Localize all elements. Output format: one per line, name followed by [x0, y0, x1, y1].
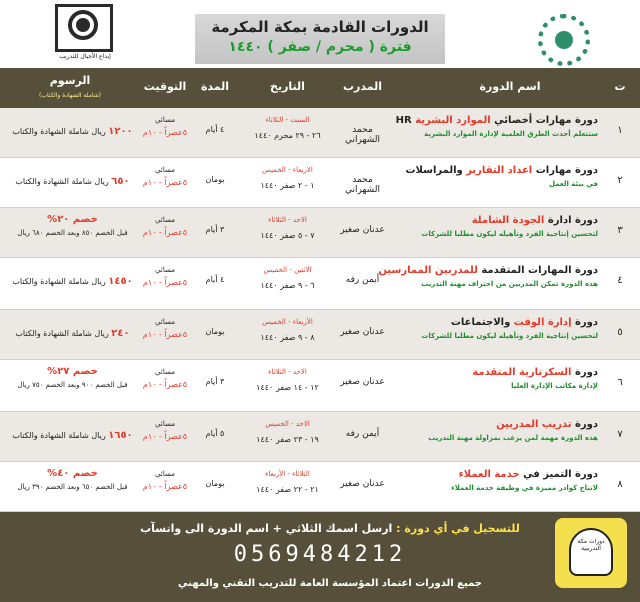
course-name-highlight: للمدربين الممارسين [378, 265, 478, 276]
course-name-highlight: السكرتارية المتقدمة [472, 367, 572, 378]
timing-hours: ٥عصراً - ١٠م [142, 178, 188, 187]
course-name [395, 115, 598, 126]
col-trainer: المدرب [342, 80, 382, 93]
date-range: ٦ - ٩ صفر ١٤٤٠ [260, 281, 315, 290]
whatsapp-phone[interactable]: 0569484212 [233, 542, 407, 567]
course-description: لإدارة مكاتب الإدارة العليا [511, 382, 598, 390]
course-name-highlight: تدريب المدربين [496, 419, 572, 430]
course-description: لتحسين إنتاجية الفرد وتأهيله ليكون مطلبا للشركات [421, 230, 598, 238]
date-range: ٧ - ٥ صفر ١٤٤٠ [260, 231, 315, 240]
course-cell [378, 265, 598, 288]
course-name [398, 367, 598, 378]
fee-amount: ٦٥٠ [111, 176, 130, 187]
fee-cell [10, 176, 135, 187]
table-header [0, 68, 640, 108]
snapchat-code[interactable] [555, 518, 627, 588]
fee-amount: ١٤٥٠ [108, 276, 133, 287]
col-fees: الرسوم [49, 74, 91, 87]
trainer-name: أيمن رفه [345, 429, 380, 439]
timing-cell [135, 368, 195, 389]
timing-hours: ٥عصراً - ١٠م [142, 128, 188, 137]
registration-text: ارسل اسمك الثلاثي + اسم الدورة الى واتسآب [140, 522, 393, 535]
training-logo [55, 4, 113, 62]
course-name-highlight: الجودة الشاملة [471, 215, 545, 226]
course-cell [398, 165, 598, 188]
duration: ٤ أيام [205, 275, 225, 284]
row-number: ١ [617, 125, 623, 136]
course-name-pre: دورة [571, 419, 598, 430]
discount-detail: قبل الخصم ٦٥٠ وبعد الخصم ٣٩٠ ريال [17, 483, 128, 491]
date-days: الأربعاء - الخميس [262, 318, 313, 326]
row-number: ٧ [617, 429, 623, 440]
course-description: هذه الدورة مهمة لمن يرغب بمزاولة مهنة التدريب [428, 434, 598, 442]
trainer-name: عدنان صغير [340, 479, 385, 489]
course-name-pre: دورة [571, 317, 598, 328]
timing-cell [135, 116, 195, 137]
course-name [398, 165, 598, 176]
timing-period: مسائي [155, 420, 175, 428]
row-number: ٢ [617, 175, 623, 186]
date-days: الاحد - الثلاثاء [268, 216, 307, 224]
date-range: ٢٦ - ٢٩ محرم ١٤٤٠ [254, 131, 321, 140]
tvtc-logo [538, 14, 590, 66]
fee-cell [10, 214, 135, 237]
timing-cell [135, 216, 195, 237]
date-days: الاحد - الثلاثاء [268, 368, 307, 376]
trainer-name: أيمن رفه [345, 275, 380, 285]
course-description: ستتعلم أحدث الطرق العلمية لإدارة الموارد البشرية [424, 130, 598, 138]
discount-badge: خصم ٢٠% [47, 214, 98, 225]
course-name [398, 317, 598, 328]
table-row [0, 462, 640, 512]
fee-cell [10, 328, 135, 339]
col-date: التاريخ [270, 80, 305, 93]
course-name [398, 215, 598, 226]
course-description: لانتاج كوادر مميزة في وظيفة خدمة العملاء [451, 484, 598, 492]
course-cell [398, 419, 598, 442]
duration: ٣ أيام [205, 377, 225, 386]
timing-cell [135, 318, 195, 339]
fee-text: ريال شاملة الشهادة والكتاب [15, 177, 109, 186]
date-cell [245, 470, 330, 494]
timing-hours: ٥عصراً - ١٠م [142, 228, 188, 237]
duration: ٤ أيام [205, 125, 225, 134]
timing-period: مسائي [155, 470, 175, 478]
date-days: الاربعاء - الخميس [262, 166, 313, 174]
date-range: ٨ - ٩ صفر ١٤٤٠ [260, 333, 315, 342]
trainer-name: عدنان صغير [340, 327, 385, 337]
timing-hours: ٥عصراً - ١٠م [142, 482, 188, 491]
fee-cell [10, 468, 135, 491]
date-days: الثلاثاء - الأربعاء [265, 470, 310, 478]
fee-cell [10, 366, 135, 389]
course-cell [398, 469, 598, 492]
timing-hours: ٥عصراً - ١٠م [142, 278, 188, 287]
fee-amount: ١٢٠٠ [108, 126, 133, 137]
duration: ٣ أيام [205, 225, 225, 234]
registration-instructions [130, 522, 530, 535]
table-row [0, 258, 640, 310]
course-cell [398, 215, 598, 238]
table-row [0, 108, 640, 158]
date-cell [245, 216, 330, 240]
course-name-pre: دورة مهارات [532, 165, 598, 176]
discount-badge: خصم ٤٠% [47, 468, 98, 479]
timing-cell [135, 470, 195, 491]
date-days: الاحد - الخميس [265, 420, 310, 428]
duration: يومان [205, 327, 225, 336]
course-name-pre: دورة المهارات المتقدمة [477, 265, 598, 276]
col-num: ت [614, 80, 626, 93]
row-number: ٦ [617, 377, 623, 388]
snapchat-label: دورات مكة التدريبية [577, 538, 605, 552]
duration: يومان [205, 175, 225, 184]
discount-detail: قبل الخصم ٩٠٠ وبعد الخصم ٧٥٠ ريال [17, 381, 128, 389]
date-cell [245, 266, 330, 290]
table-row [0, 158, 640, 208]
fee-text: ريال شاملة الشهادة والكتاب [15, 329, 109, 338]
trainer-name: عدنان صغير [340, 225, 385, 235]
date-range: ٢١ - ٢٢ صفر ١٤٤٠ [256, 485, 319, 494]
course-name-highlight: الموارد البشرية [415, 115, 491, 126]
timing-cell [135, 420, 195, 441]
fee-cell [10, 126, 135, 137]
fee-cell [10, 430, 135, 441]
timing-hours: ٥عصراً - ١٠م [142, 330, 188, 339]
page-header [0, 0, 640, 68]
course-name-pre: دورة مهارات أخصائي [490, 115, 598, 126]
timing-period: مسائي [155, 216, 175, 224]
trainer-name: محمد الشهراني [345, 125, 380, 145]
course-description: هذه الدورة تمكن المدربين من احتراف مهنة التدريب [421, 280, 598, 288]
course-name-highlight: اعداد التقارير [466, 165, 533, 176]
col-fees-note: (شاملة الشهادة والكتاب) [38, 92, 102, 99]
snapchat-ghost-icon [569, 528, 613, 576]
duration: يومان [205, 479, 225, 488]
date-cell [245, 420, 330, 444]
date-cell [245, 368, 330, 392]
row-number: ٥ [617, 327, 623, 338]
page-subtitle: فترة ( محرم / صفر ) ١٤٤٠ [228, 39, 412, 55]
registration-footer [0, 512, 640, 602]
course-name-highlight: إدارة الوقت [513, 317, 572, 328]
date-days: الاثنين - الخميس [263, 266, 312, 274]
table-row [0, 412, 640, 462]
row-number: ٣ [617, 225, 623, 236]
course-description: في بيئة العمل [548, 180, 598, 188]
course-name [378, 265, 598, 276]
course-name [398, 419, 598, 430]
logo-dot-icon [76, 18, 90, 32]
date-days: السبت - الثلاثاء [265, 116, 310, 124]
page-title: الدورات القادمة بمكة المكرمة [211, 18, 429, 36]
fee-text: ريال شاملة الشهادة والكتاب [12, 431, 106, 440]
course-name-pre: دورة التميز في [519, 469, 598, 480]
fee-text: ريال شاملة الشهادة والكتاب [12, 277, 106, 286]
duration: ٥ أيام [205, 429, 225, 438]
course-name [398, 469, 598, 480]
date-range: ١٢ - ١٤ صفر ١٤٤٠ [256, 383, 319, 392]
timing-period: مسائي [155, 116, 175, 124]
logo-core-icon [555, 31, 573, 49]
col-timing: التوقيت [143, 80, 187, 93]
course-name-post: HR [395, 115, 416, 126]
discount-badge: خصم ٢٧% [47, 366, 98, 377]
timing-period: مسائي [155, 318, 175, 326]
course-cell [398, 317, 598, 340]
course-name-pre: دورة ادارة [544, 215, 598, 226]
registration-prefix: للتسجيل في أي دورة : [392, 522, 520, 535]
row-number: ٨ [617, 479, 623, 490]
logo-caption: إبداع الأجيال للتدريب [59, 53, 111, 60]
title-box [195, 14, 445, 64]
table-row [0, 360, 640, 412]
course-name-highlight: خدمة العملاء [458, 469, 520, 480]
fee-cell [10, 276, 135, 287]
accreditation-note: جميع الدورات اعتماد المؤسسة العامة للتدريب التقني والمهني [178, 578, 482, 589]
course-cell [398, 367, 598, 390]
timing-hours: ٥عصراً - ١٠م [142, 380, 188, 389]
table-row [0, 208, 640, 258]
timing-cell [135, 266, 195, 287]
timing-period: مسائي [155, 266, 175, 274]
discount-detail: قبل الخصم ٨٥٠ وبعد الخصم ٦٨٠ ريال [17, 229, 128, 237]
fee-text: ريال شاملة الشهادة والكتاب [12, 127, 106, 136]
date-range: ١ - ٢ صفر ١٤٤٠ [260, 181, 315, 190]
course-name-post: والاجتماعات [450, 317, 514, 328]
timing-hours: ٥عصراً - ١٠م [142, 432, 188, 441]
timing-period: مسائي [155, 166, 175, 174]
course-cell [395, 115, 598, 138]
timing-period: مسائي [155, 368, 175, 376]
trainer-name: محمد الشهراني [345, 175, 380, 195]
timing-cell [135, 166, 195, 187]
trainer-name: عدنان صغير [340, 377, 385, 387]
row-number: ٤ [617, 275, 623, 286]
col-duration: المدة [200, 80, 230, 93]
date-cell [245, 166, 330, 190]
fee-amount: ١٦٥٠ [108, 430, 133, 441]
date-cell [245, 318, 330, 342]
course-name-post: والمراسلات [405, 165, 467, 176]
date-cell [245, 116, 330, 140]
course-name-pre: دورة [571, 367, 598, 378]
table-row [0, 310, 640, 360]
col-course: اسم الدورة [479, 80, 541, 93]
fee-amount: ٢٤٠ [111, 328, 130, 339]
date-range: ١٩ - ٢٣ صفر ١٤٤٠ [256, 435, 319, 444]
course-description: لتحسين إنتاجية الفرد وتأهيله ليكون مطلبا للشركات [421, 332, 598, 340]
